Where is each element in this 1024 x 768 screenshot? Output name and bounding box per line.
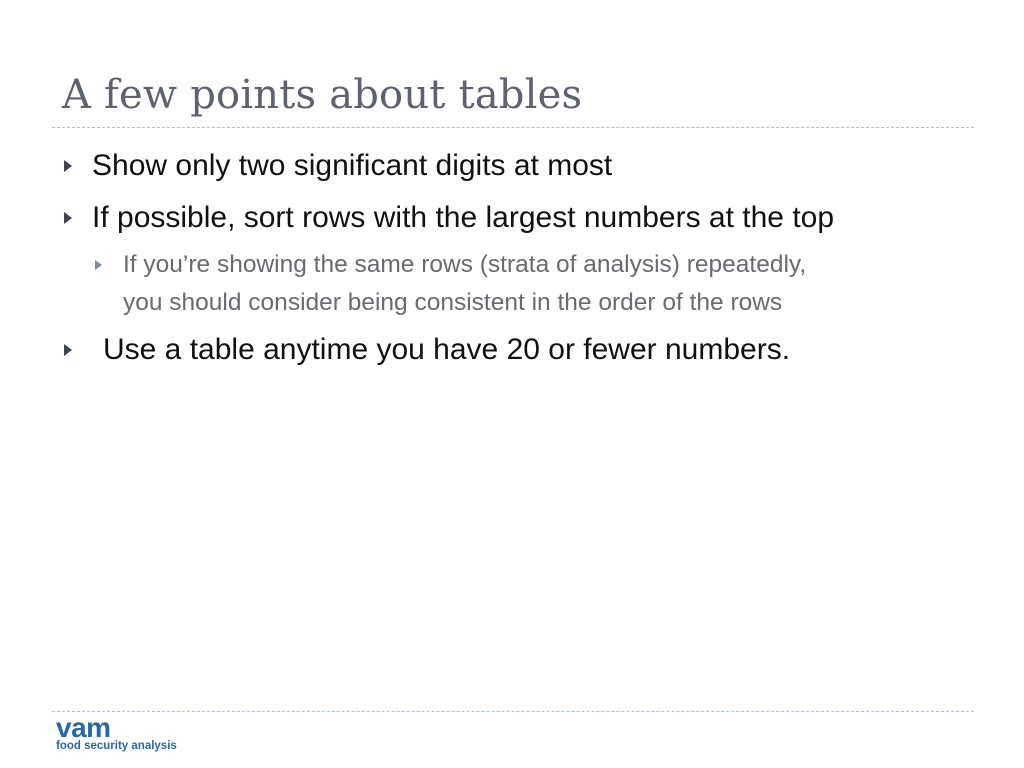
sub-bullet-line-1: If you’re showing the same rows (strata of analysis) repeatedly,: [123, 251, 807, 278]
vam-logo: [56, 714, 177, 752]
sub-bullet-item: [91, 246, 980, 322]
footer-divider: [52, 711, 974, 712]
bullet-item: [60, 146, 980, 198]
bullet-arrow-icon: [60, 146, 92, 186]
bullet-list: [60, 146, 980, 382]
logo-subtitle: food security analysis: [56, 740, 177, 752]
bullet-text: Use a table anytime you have 20 or fewer numbers.: [103, 333, 791, 366]
sub-bullet-line-2: you should consider being consistent in the order of the rows: [123, 289, 783, 316]
logo-word: vam: [56, 712, 111, 743]
bullet-arrow-icon: [60, 330, 92, 370]
sub-bullet-arrow-icon: [91, 246, 123, 284]
bullet-text: Show only two significant digits at most: [92, 149, 613, 182]
bullet-item: [60, 330, 980, 382]
sub-bullet-text: [123, 246, 806, 322]
bullet-text: If possible, sort rows with the largest numbers at the top: [92, 201, 835, 234]
slide-title: A few points about tables: [62, 72, 583, 118]
bullet-item: [60, 198, 980, 250]
title-divider: [52, 127, 974, 128]
bullet-arrow-icon: [60, 198, 92, 238]
